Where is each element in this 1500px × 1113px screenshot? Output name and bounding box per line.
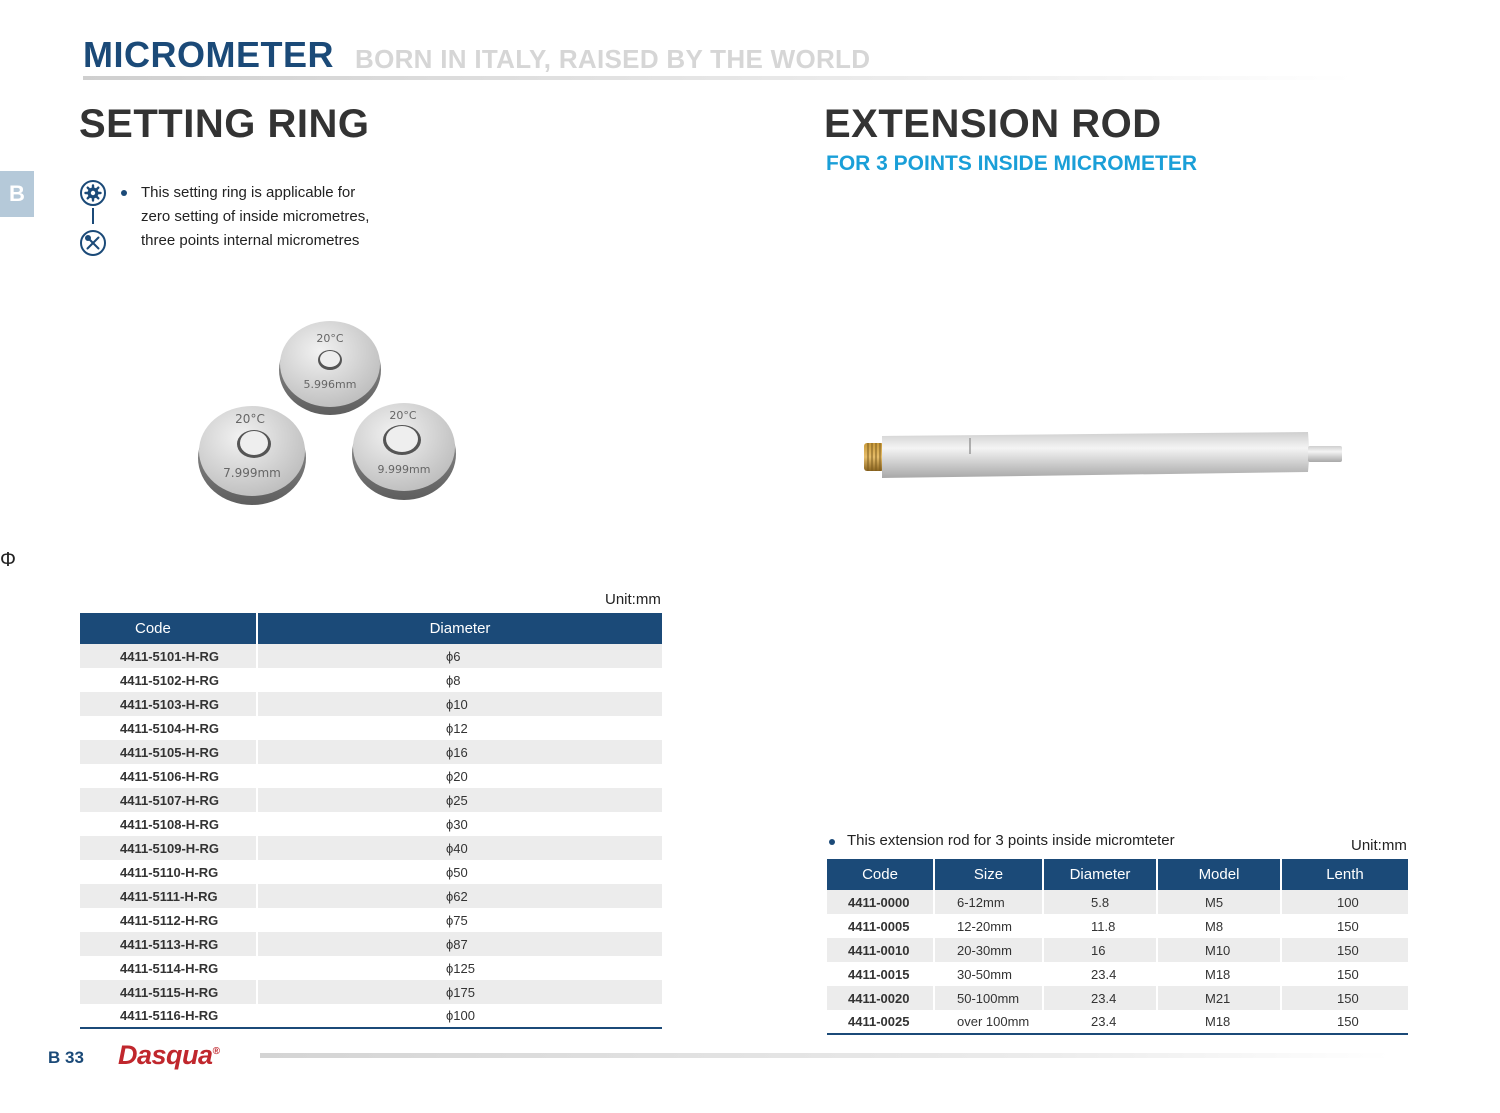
extension-rod-image (858, 426, 1348, 482)
cell-diameter: 23.4 (1043, 962, 1157, 986)
cell-size: 50-100mm (934, 986, 1043, 1010)
column-header-model: Model (1157, 859, 1281, 890)
table-row (827, 890, 1408, 914)
cell-diameter: ϕ16 (257, 740, 662, 764)
cell-diameter: ϕ8 (257, 668, 662, 692)
cell-length: 150 (1281, 1010, 1408, 1034)
cell-code: 4411-5113-H-RG (80, 932, 257, 956)
cell-code: 4411-5112-H-RG (80, 908, 257, 932)
bullet-dot (829, 839, 835, 845)
cell-size: over 100mm (934, 1010, 1043, 1034)
cell-code: 4411-5105-H-RG (80, 740, 257, 764)
cell-diameter: 11.8 (1043, 914, 1157, 938)
gear-icon (80, 180, 106, 206)
cell-diameter: ϕ87 (257, 932, 662, 956)
cell-code: 4411-0005 (827, 914, 934, 938)
table-row (80, 764, 662, 788)
cell-code: 4411-5116-H-RG (80, 1004, 257, 1028)
cell-code: 4411-5103-H-RG (80, 692, 257, 716)
cell-diameter: 23.4 (1043, 1010, 1157, 1034)
cell-code: 4411-0015 (827, 962, 934, 986)
cell-diameter: ϕ10 (257, 692, 662, 716)
table-row (80, 908, 662, 932)
cell-diameter: ϕ50 (257, 860, 662, 884)
table-row (80, 788, 662, 812)
cell-code: 4411-5109-H-RG (80, 836, 257, 860)
extension-rod-title: EXTENSION ROD (824, 102, 1162, 146)
cell-model: M18 (1157, 962, 1281, 986)
cell-diameter: ϕ175 (257, 980, 662, 1004)
cell-code: 4411-5114-H-RG (80, 956, 257, 980)
setting-ring-table (80, 613, 662, 1029)
column-header-diameter: Diameter (1043, 859, 1157, 890)
phi-marker: Φ (0, 549, 16, 571)
extension-rod-table (827, 859, 1408, 1035)
cell-code: 4411-0025 (827, 1010, 934, 1034)
cell-model: M21 (1157, 986, 1281, 1010)
table-row (80, 980, 662, 1004)
cell-code: 4411-0010 (827, 938, 934, 962)
extension-rod-unit: Unit:mm (1351, 837, 1407, 854)
brand-registered-mark: ® (212, 1046, 220, 1057)
cell-diameter: ϕ20 (257, 764, 662, 788)
cell-code: 4411-5101-H-RG (80, 644, 257, 668)
cell-length: 150 (1281, 962, 1408, 986)
cell-size: 20-30mm (934, 938, 1043, 962)
cell-length: 100 (1281, 890, 1408, 914)
cell-code: 4411-5106-H-RG (80, 764, 257, 788)
table-header-row (827, 859, 1408, 890)
cell-size: 30-50mm (934, 962, 1043, 986)
table-row (827, 962, 1408, 986)
cell-diameter: ϕ12 (257, 716, 662, 740)
table-row (80, 692, 662, 716)
brand-logo (118, 1040, 219, 1071)
table-row (80, 836, 662, 860)
cell-code: 4411-5108-H-RG (80, 812, 257, 836)
table-row (80, 932, 662, 956)
extension-rod-subtitle: FOR 3 POINTS INSIDE MICROMETER (826, 152, 1198, 175)
extension-rod-description: This extension rod for 3 points inside micromteter (847, 832, 1175, 849)
table-row (80, 884, 662, 908)
setting-ring-title: SETTING RING (79, 102, 370, 146)
table-row (827, 938, 1408, 962)
description-line: three points internal micrometres (141, 232, 360, 249)
ring-top-temp: 20°C (316, 332, 344, 345)
cell-length: 150 (1281, 986, 1408, 1010)
rod-pin-end (1308, 446, 1342, 462)
cell-code: 4411-0000 (827, 890, 934, 914)
setting-ring-image (190, 310, 480, 520)
cell-diameter: ϕ62 (257, 884, 662, 908)
cell-code: 4411-5107-H-RG (80, 788, 257, 812)
cell-diameter: ϕ125 (257, 956, 662, 980)
icon-connector (92, 208, 94, 224)
setting-ring-description (141, 181, 369, 253)
footer-divider (260, 1053, 1390, 1058)
table-row (80, 716, 662, 740)
table-row (80, 956, 662, 980)
cell-diameter: ϕ30 (257, 812, 662, 836)
column-header-size: Size (934, 859, 1043, 890)
cell-model: M10 (1157, 938, 1281, 962)
column-header-length: Lenth (1281, 859, 1408, 890)
rod-thread-end (864, 443, 884, 471)
cell-model: M8 (1157, 914, 1281, 938)
ring-right-temp: 20°C (389, 409, 417, 422)
cell-code: 4411-5115-H-RG (80, 980, 257, 1004)
table-row (80, 668, 662, 692)
cell-diameter: ϕ6 (257, 644, 662, 668)
cell-code: 4411-0020 (827, 986, 934, 1010)
header-divider (83, 76, 1353, 80)
cell-model: M18 (1157, 1010, 1281, 1034)
setting-ring-unit: Unit:mm (605, 591, 661, 608)
brand-name: Dasqua (118, 1040, 213, 1070)
ring-left-temp: 20°C (235, 412, 265, 426)
cell-diameter: ϕ25 (257, 788, 662, 812)
catalog-tagline: BORN IN ITALY, RAISED BY THE WORLD (355, 44, 871, 74)
column-header-code: Code (827, 859, 934, 890)
cell-code: 4411-5110-H-RG (80, 860, 257, 884)
cell-size: 6-12mm (934, 890, 1043, 914)
tools-icon (80, 230, 106, 256)
table-row (827, 914, 1408, 938)
ring-left-size: 7.999mm (223, 466, 281, 480)
chapter-tab: B (0, 171, 34, 217)
catalog-section-title: MICROMETER (83, 34, 334, 75)
bullet-dot (121, 190, 127, 196)
table-row (80, 740, 662, 764)
cell-diameter: 23.4 (1043, 986, 1157, 1010)
cell-diameter: ϕ40 (257, 836, 662, 860)
cell-length: 150 (1281, 914, 1408, 938)
cell-diameter: ϕ100 (257, 1004, 662, 1028)
description-line: zero setting of inside micrometres, (141, 208, 370, 225)
table-row (80, 1004, 662, 1028)
page-number: B 33 (48, 1048, 84, 1067)
cell-code: 4411-5111-H-RG (80, 884, 257, 908)
setting-ring-top (279, 321, 381, 415)
cell-code: 4411-5104-H-RG (80, 716, 257, 740)
cell-model: M5 (1157, 890, 1281, 914)
ring-top-size: 5.996mm (303, 378, 357, 391)
table-row (80, 644, 662, 668)
setting-ring-right (352, 403, 456, 500)
setting-ring-left (198, 406, 306, 505)
table-row (827, 1010, 1408, 1034)
rod-body (882, 432, 1309, 478)
column-header-diameter: Diameter (257, 613, 662, 644)
ring-right-size: 9.999mm (377, 463, 431, 476)
cell-diameter: 16 (1043, 938, 1157, 962)
table-row (827, 986, 1408, 1010)
cell-diameter: ϕ75 (257, 908, 662, 932)
cell-code: 4411-5102-H-RG (80, 668, 257, 692)
cell-length: 150 (1281, 938, 1408, 962)
table-row (80, 812, 662, 836)
cell-diameter: 5.8 (1043, 890, 1157, 914)
cell-size: 12-20mm (934, 914, 1043, 938)
table-row (80, 860, 662, 884)
table-header-row (80, 613, 662, 644)
column-header-code: Code (80, 613, 257, 644)
description-line: This setting ring is applicable for (141, 184, 356, 201)
